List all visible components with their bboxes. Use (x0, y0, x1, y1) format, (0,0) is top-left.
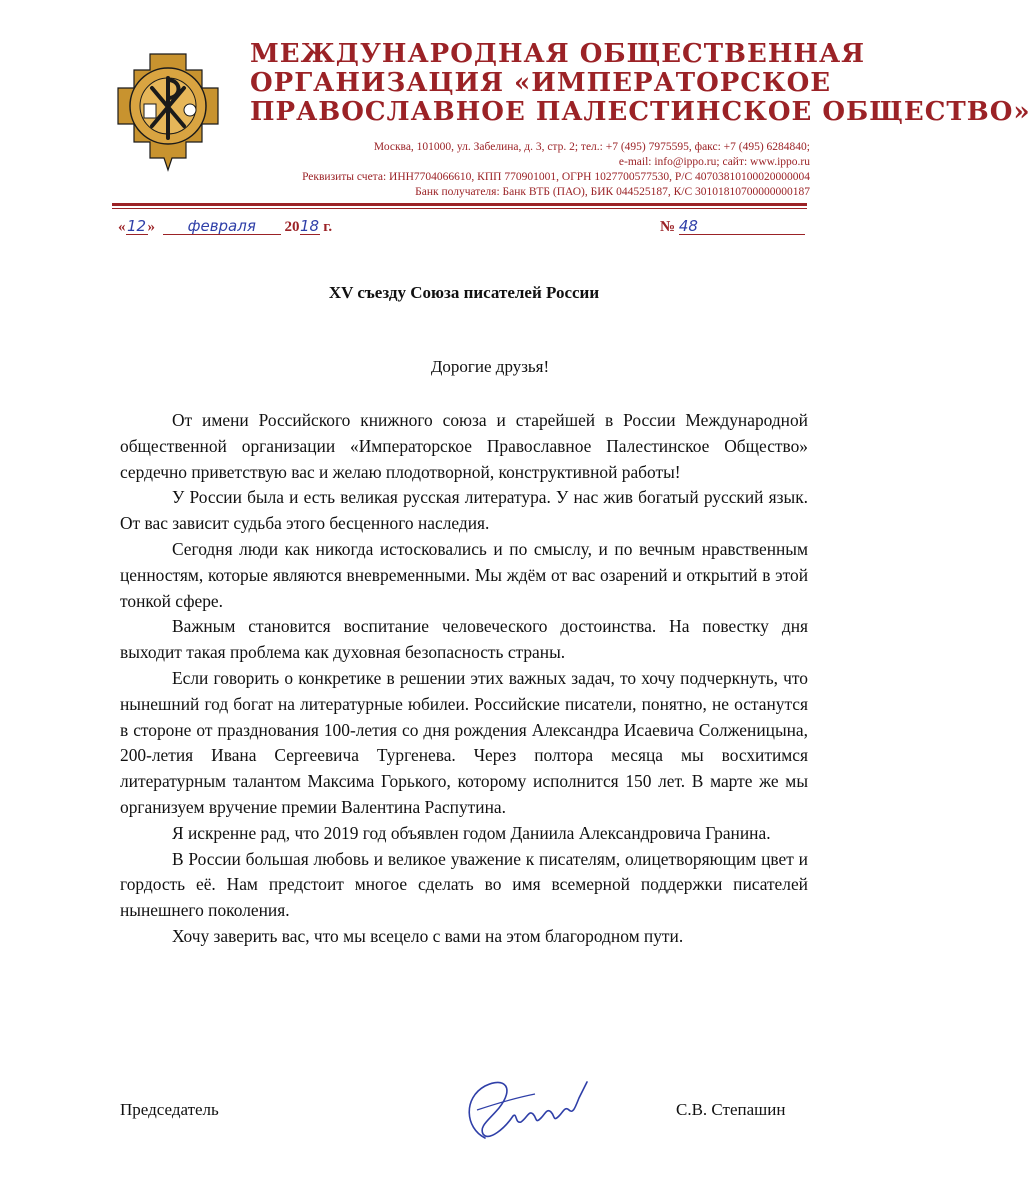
ippo-cross-emblem-icon (112, 48, 224, 178)
contact-bank-account: Реквизиты счета: ИНН7704066610, КПП 770901001, ОГРН 1027700577530, Р/С 40703810100020000004 (302, 171, 810, 183)
date-day: 12 (126, 217, 147, 235)
date-year-prefix: 20 (284, 219, 300, 235)
salutation: Дорогие друзья! (430, 357, 550, 376)
organization-name-line: МЕЖДУНАРОДНАЯ ОБЩЕСТВЕННАЯ (250, 39, 866, 69)
letter-paragraph: Если говорить о конкретике в решении этих важных задач, то хочу подчеркнуть, что нынешний год богат на литературные юбилеи. Российские писатели, понятно, не останутся в стороне от празднования 100-летия со дня рождения Александра Исаевича Солженицына, 200-летия Ивана Сергеевича Тургенева. Через полтора месяца мы восхитимся литературным талантом Максима Горького, которому исполнится 150 лет. В марте же мы организуем вручение премии Валентина Распутина. (120, 667, 808, 817)
number-value: 48 (679, 218, 805, 235)
signer-name: С.В. Степашин (676, 1100, 786, 1119)
contact-email-site: e-mail: info@ippo.ru; сайт: www.ippo.ru (618, 156, 810, 168)
organization-name (250, 39, 1031, 127)
date-year-suffix: 18 (299, 217, 320, 235)
letter-paragraph: Хочу заверить вас, что мы всецело с вами на этом благородном пути. (172, 925, 684, 946)
date-quote-close: » (147, 219, 155, 235)
date-month: февраля (163, 218, 281, 235)
letter-paragraph: От имени Российского книжного союза и старейшей в России Международной общественной организации «Императорское Православное Палестинское Общество» сердечно приветствую вас и желаю плодотворной, конструктивной работы! (120, 410, 808, 482)
letter-paragraph: Важным становится воспитание человеческого достоинства. На повестку дня выходит такая проблема как духовная безопасность страны. (120, 616, 808, 663)
contact-address: Москва, 101000, ул. Забелина, д. 3, стр. 2; тел.: +7 (495) 7975595, факс: +7 (495) 6284840; (373, 141, 810, 153)
letter-paragraph: Сегодня люди как никогда истосковались и по смыслу, и по вечным нравственным ценностям, которые являются вневременными. Мы ждём от вас озарений и открытий в этой тонкой сфере. (120, 538, 808, 611)
organization-name-line: ПРАВОСЛАВНОЕ ПАЛЕСТИНСКОЕ ОБЩЕСТВО» (250, 97, 1031, 127)
letter-paragraph: Я искренне рад, что 2019 год объявлен годом Даниила Александровича Гранина. (172, 822, 771, 843)
letter-paragraph: У России была и есть великая русская литература. У нас жив богатый русский язык. От вас зависит судьба этого бесценного наследия. (120, 487, 808, 534)
handwritten-signature-icon (455, 1068, 595, 1148)
letter-paragraph: В России большая любовь и великое уважение к писателям, олицетворяющим цвет и гордость её. Нам предстоит многое сделать во имя всемерной поддержки писателей нынешнего поколения. (120, 848, 808, 921)
signer-role: Председатель (120, 1100, 219, 1119)
number-label: № (660, 219, 676, 235)
letter-number (660, 218, 805, 236)
date-year-unit: г. (323, 219, 333, 235)
addressee: XV съезду Союза писателей России (328, 283, 600, 302)
contact-details (232, 140, 810, 200)
header-divider-thin (112, 208, 807, 209)
date-quote-open: « (118, 219, 126, 235)
letter-date (118, 218, 332, 236)
contact-bank-name: Банк получателя: Банк ВТБ (ПАО), БИК 044525187, К/С 30101810700000000187 (415, 186, 810, 198)
header-divider (112, 203, 807, 206)
organization-name-line: ОРГАНИЗАЦИЯ «ИМПЕРАТОРСКОЕ (250, 68, 832, 98)
letter-body (120, 408, 808, 950)
